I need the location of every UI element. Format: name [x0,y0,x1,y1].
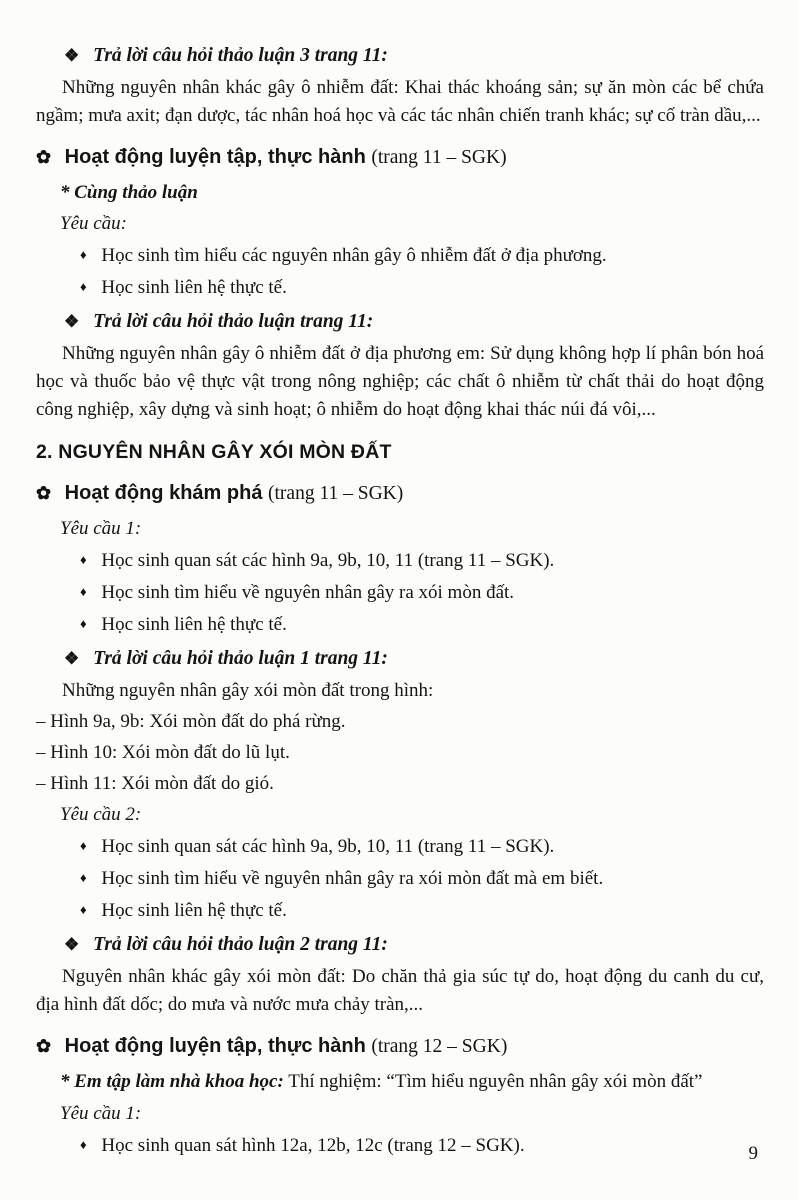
answer-heading [36,931,764,959]
activity-title: Hoạt động luyện tập, thực hành [64,146,366,168]
body-line: Những nguyên nhân gây xói mòn đất trong hình: [62,680,434,701]
dash-item: – Hình 9a, 9b: Xói mòn đất do phá rừng. [36,711,346,732]
flower-icon: ✿ [36,147,52,167]
activity-page-ref: (trang 12 – SGK) [371,1036,508,1057]
diamond-icon: ❖ [64,46,80,65]
diamond-icon: ❖ [64,649,80,668]
activity-page-ref: (trang 11 – SGK) [371,147,507,168]
dash-item: – Hình 11: Xói mòn đất do gió. [36,773,274,794]
answer-heading-text: Trả lời câu hỏi thảo luận 3 trang 11: [93,45,388,66]
answer-heading-text: Trả lời câu hỏi thảo luận 1 trang 11: [93,648,388,669]
answer-heading-text: Trả lời câu hỏi thảo luận 2 trang 11: [93,934,388,955]
flower-icon: ✿ [36,1036,52,1056]
bullet-diamond-icon: ♦ [80,1137,87,1152]
bullet-item [36,273,764,302]
bullet-item [36,832,764,861]
answer-heading [36,308,764,336]
requirement-label: Yêu cầu 2: [60,804,142,825]
dash-item: – Hình 10: Xói mòn đất do lũ lụt. [36,742,290,763]
experiment-rest: Thí nghiệm: “Tìm hiểu nguyên nhân gây xói mòn đất” [288,1071,703,1092]
activity-title: Hoạt động luyện tập, thực hành [64,1035,366,1057]
bullet-diamond-icon: ♦ [80,616,87,631]
requirement-label: Yêu cầu 1: [60,1103,142,1124]
bullet-item [36,864,764,893]
answer-heading-text: Trả lời câu hỏi thảo luận trang 11: [93,311,374,332]
body-paragraph: Những nguyên nhân khác gây ô nhiễm đất: Khai thác khoáng sản; sự ăn mòn các bể chứa ngầm; mưa axit; đạn dược, tác nhân hoá học và các tác nhân chiến tranh khác; sự cố tràn dầu,... [36,77,764,126]
bullet-diamond-icon: ♦ [80,247,87,262]
requirement-label: Yêu cầu: [60,213,128,234]
bullet-diamond-icon: ♦ [80,838,87,853]
bullet-text: Học sinh liên hệ thực tế. [101,277,287,298]
bullet-item [36,896,764,925]
answer-heading [36,42,764,70]
bullet-diamond-icon: ♦ [80,584,87,599]
answer-heading [36,645,764,673]
body-paragraph: Những nguyên nhân gây ô nhiễm đất ở địa phương em: Sử dụng không hợp lí phân bón hoá học và thuốc bảo vệ thực vật trong nông nghiệp; các chất ô nhiễm từ chất thải do hoạt động công nghiệp, xây dựng và sinh hoạt; ô nhiễm do hoạt động khai thác núi đá vôi,... [36,343,764,420]
bullet-text: Học sinh tìm hiểu các nguyên nhân gây ô nhiễm đất ở địa phương. [101,245,607,266]
experiment-lead: * Em tập làm nhà khoa học: [60,1071,284,1092]
activity-page-ref: (trang 11 – SGK) [268,483,404,504]
bullet-text: Học sinh liên hệ thực tế. [101,614,287,635]
diamond-icon: ❖ [64,935,80,954]
bullet-item [36,610,764,639]
bullet-text: Học sinh liên hệ thực tế. [101,900,287,921]
bullet-diamond-icon: ♦ [80,902,87,917]
requirement-label: Yêu cầu 1: [60,518,142,539]
subsection-title: * Cùng thảo luận [60,182,198,203]
bullet-diamond-icon: ♦ [80,870,87,885]
bullet-text: Học sinh quan sát các hình 9a, 9b, 10, 11 (trang 11 – SGK). [101,550,555,571]
bullet-diamond-icon: ♦ [80,552,87,567]
bullet-item [36,546,764,575]
bullet-text: Học sinh quan sát các hình 9a, 9b, 10, 11 (trang 11 – SGK). [101,836,555,857]
bullet-text: Học sinh tìm hiểu về nguyên nhân gây ra xói mòn đất. [101,582,515,603]
activity-heading [36,143,764,172]
activity-heading [36,1032,764,1061]
bullet-text: Học sinh quan sát hình 12a, 12b, 12c (trang 12 – SGK). [101,1135,525,1156]
section-heading: 2. NGUYÊN NHÂN GÂY XÓI MÒN ĐẤT [36,441,392,463]
bullet-text: Học sinh tìm hiểu về nguyên nhân gây ra xói mòn đất mà em biết. [101,868,604,889]
page-number: 9 [748,1143,758,1164]
activity-title: Hoạt động khám phá [64,482,263,504]
activity-heading [36,479,764,508]
bullet-item [36,1131,764,1160]
bullet-diamond-icon: ♦ [80,279,87,294]
flower-icon: ✿ [36,483,52,503]
diamond-icon: ❖ [64,312,80,331]
bullet-item [36,578,764,607]
experiment-line [36,1068,764,1096]
body-paragraph: Nguyên nhân khác gây xói mòn đất: Do chăn thả gia súc tự do, hoạt động du canh du cư, địa hình đất dốc; do mưa và nước mưa chảy tràn,... [36,966,764,1015]
bullet-item [36,241,764,270]
